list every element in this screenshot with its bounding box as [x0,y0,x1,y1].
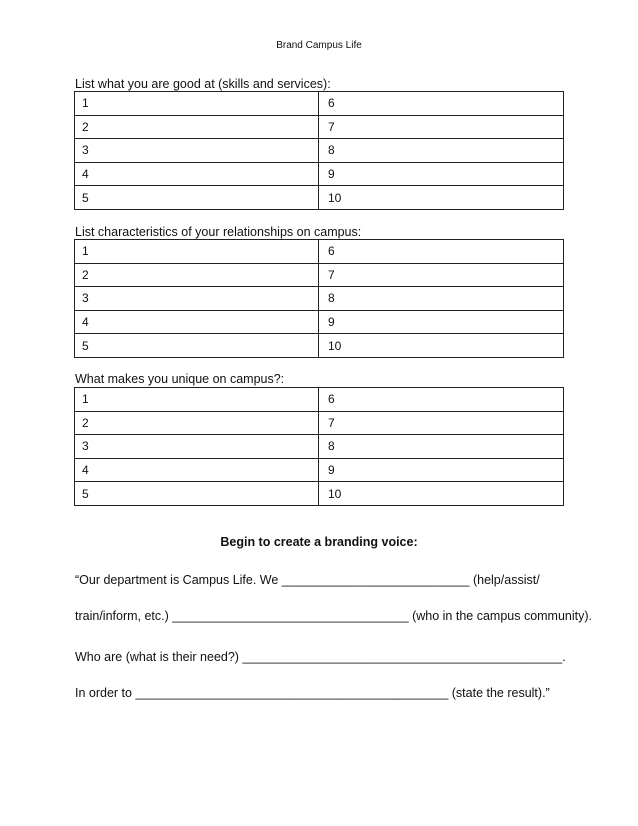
table-cell[interactable]: 4 [75,458,319,482]
table-row [75,139,564,163]
table-row [75,263,564,287]
table-row [75,458,564,482]
table-cell[interactable]: 6 [319,388,564,412]
page-header: Brand Campus Life [276,40,362,51]
table-cell[interactable]: 4 [75,310,319,334]
table-row [75,388,564,412]
table-cell[interactable]: 2 [75,115,319,139]
table-row [75,92,564,116]
table-cell[interactable]: 7 [319,263,564,287]
voice-line-2: train/inform, etc.) __________________________________ (who in the campus community). [75,609,593,623]
table-cell[interactable]: 6 [319,92,564,116]
table-cell[interactable]: 9 [319,162,564,186]
table-cell[interactable]: 8 [319,435,564,459]
table-row [75,287,564,311]
section-label-unique: What makes you unique on campus?: [75,372,285,386]
table-cell[interactable]: 6 [319,240,564,264]
table-cell[interactable]: 3 [75,435,319,459]
table-cell[interactable]: 1 [75,240,319,264]
table-cell[interactable]: 4 [75,162,319,186]
table-cell[interactable]: 1 [75,388,319,412]
table-cell[interactable]: 2 [75,411,319,435]
table-row [75,240,564,264]
table-cell[interactable]: 8 [319,287,564,311]
voice-line-1: “Our department is Campus Life. We ___________________________ (help/assist/ [75,573,540,587]
table-cell[interactable]: 10 [319,334,564,358]
table-row [75,482,564,506]
table-row [75,162,564,186]
table-cell[interactable]: 5 [75,186,319,210]
voice-line-3: Who are (what is their need?) ______________________________________________. [75,650,566,664]
table-cell[interactable]: 3 [75,139,319,163]
skills-table [74,91,564,210]
table-row [75,411,564,435]
table-row [75,334,564,358]
table-cell[interactable]: 1 [75,92,319,116]
section-label-relationships: List characteristics of your relationships on campus: [75,225,362,239]
branding-voice-title: Begin to create a branding voice: [220,535,418,549]
table-cell[interactable]: 5 [75,482,319,506]
table-cell[interactable]: 10 [319,186,564,210]
table-cell[interactable]: 7 [319,411,564,435]
voice-line-4: In order to _____________________________________________ (state the result).” [75,686,550,700]
relationships-table [74,239,564,358]
table-row [75,186,564,210]
table-cell[interactable]: 3 [75,287,319,311]
table-cell[interactable]: 9 [319,310,564,334]
table-cell[interactable]: 2 [75,263,319,287]
table-row [75,310,564,334]
table-cell[interactable]: 10 [319,482,564,506]
table-row [75,115,564,139]
table-cell[interactable]: 7 [319,115,564,139]
table-cell[interactable]: 5 [75,334,319,358]
unique-table [74,387,564,506]
table-cell[interactable]: 9 [319,458,564,482]
table-cell[interactable]: 8 [319,139,564,163]
table-row [75,435,564,459]
section-label-skills: List what you are good at (skills and services): [75,77,331,91]
